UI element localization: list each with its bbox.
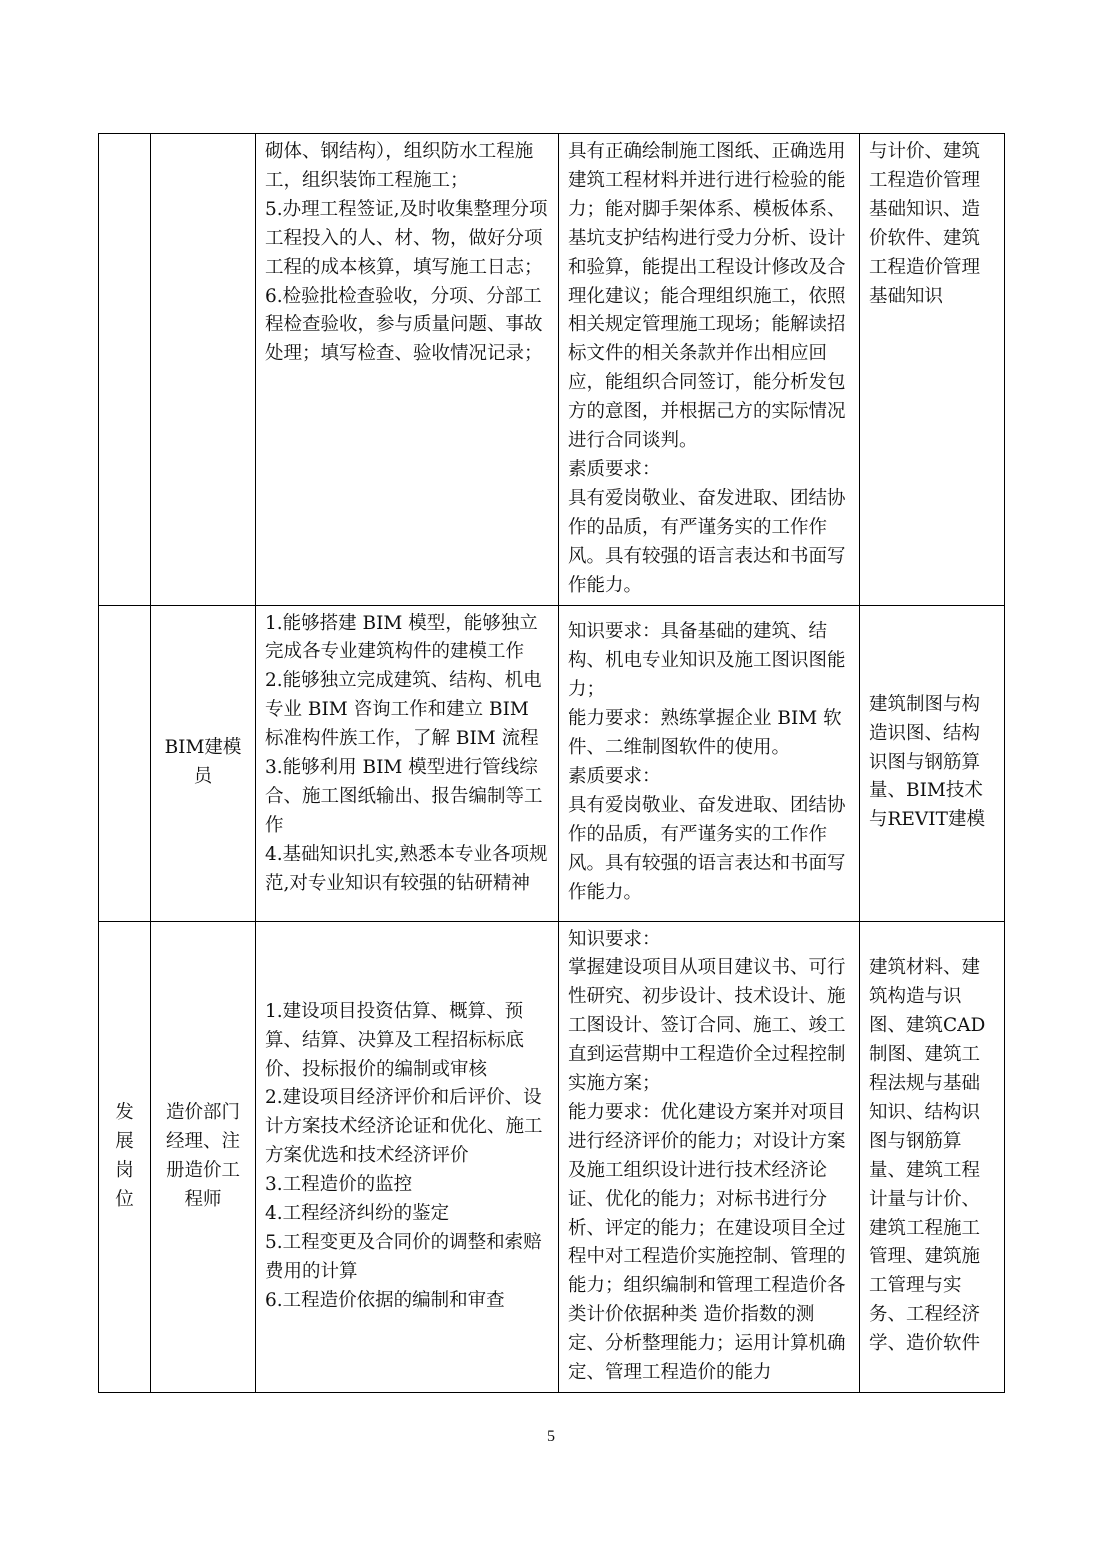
duty-item: 4.基础知识扎实,熟悉本专业各项规范,对专业知识有较强的钻研精神 <box>265 843 548 894</box>
requirement-item: 能力要求：熟练掌握企业 BIM 软件、二维制图软件的使用。 <box>568 708 842 759</box>
category-cell <box>99 921 151 1393</box>
requirements-cell <box>559 921 860 1393</box>
duties-cell <box>256 134 559 606</box>
courses-cell <box>860 134 1005 606</box>
courses-cell <box>860 605 1005 921</box>
job-requirements-table <box>98 133 1005 1393</box>
position-title: BIM建模员 <box>164 737 242 787</box>
table-row <box>99 605 1005 921</box>
table-row <box>99 134 1005 606</box>
duty-item: 3.工程造价的监控 <box>265 1174 413 1196</box>
position-cell <box>151 921 256 1393</box>
courses-text: 建筑制图与构造识图、结构识图与钢筋算量、BIM技术与REVIT建模 <box>869 693 985 831</box>
position-title: 造价部门经理、注册造价工程师 <box>165 1101 240 1210</box>
requirement-item: 素质要求： <box>568 458 661 480</box>
duty-item: 2.能够独立完成建筑、结构、机电专业 BIM 咨询工作和建立 BIM 标准构件族工作，了解 BIM 流程 <box>265 670 542 750</box>
duty-item: 4.工程经济纠纷的鉴定 <box>265 1203 450 1225</box>
requirements-cell <box>559 134 860 606</box>
courses-text: 建筑材料、建筑构造与识图、建筑CAD制图、建筑工程法规与基础知识、结构识图与钢筋算量、建筑工程计量与计价、建筑工程施工管理、建筑施工管理与实务、工程经济学、造价软件 <box>869 957 986 1355</box>
requirements-cell <box>559 605 860 921</box>
requirement-item: 能力要求：优化建设方案并对项目进行经济评价的能力；对设计方案及施工组织设计进行技术经济论证、优化的能力；对标书进行分析、评定的能力；在建设项目全过程中对工程造价实施控制、管理的能力；组织编制和管理工程造价各类计价依据种类 造价指数的测定、分析整理能力；运用计算机确定、管理工程造价的能力 <box>568 1101 846 1384</box>
requirement-item: 具有爱岗敬业、奋发进取、团结协作的品质，有严谨务实的工作作风。具有较强的语言表达和书面写作能力。 <box>568 794 846 903</box>
duty-item: 1.建设项目投资估算、概算、预算、结算、决算及工程招标标底价、投标报价的编制或审核 <box>265 1000 525 1080</box>
duty-item: 6.工程造价依据的编制和审查 <box>265 1289 505 1311</box>
requirement-item: 具有正确绘制施工图纸、正确选用建筑工程材料并进行进行检验的能力；能对脚手架体系、模板体系、基坑支护结构进行受力分析、设计和验算，能提出工程设计修改及合理化建议；能合理组织施工，依照相关规定管理施工现场；能解读招标文件的相关条款并作出相应回应，能组织合同签订，能分析发包方的意图，并根据己方的实际情况进行合同谈判。 <box>568 141 846 452</box>
courses-text: 与计价、建筑工程造价管理基础知识、造价软件、建筑工程造价管理基础知识 <box>869 141 981 307</box>
duty-item: 1.能够搭建 BIM 模型，能够独立完成各专业建筑构件的建模工作 <box>265 612 538 663</box>
requirement-item: 素质要求： <box>568 766 661 787</box>
requirement-item: 知识要求： <box>568 928 661 950</box>
requirement-item: 具有爱岗敬业、奋发进取、团结协作的品质，有严谨务实的工作作风。具有较强的语言表达和书面写作能力。 <box>568 487 846 596</box>
duty-item: 5.工程变更及合同价的调整和索赔费用的计算 <box>265 1232 542 1282</box>
duty-item: 砌体、钢结构），组织防水工程施工，组织装饰工程施工； <box>265 141 534 191</box>
requirement-item: 知识要求：具备基础的建筑、结构、机电专业知识及施工图识图能力； <box>568 621 846 701</box>
courses-cell <box>860 921 1005 1393</box>
page-number: 5 <box>547 1428 555 1445</box>
category-title: 发展岗位 <box>115 1101 134 1210</box>
duty-item: 3.能够利用 BIM 模型进行管线综合、施工图纸输出、报告编制等工作 <box>265 757 543 836</box>
position-cell <box>151 605 256 921</box>
category-cell <box>99 134 151 606</box>
table-row <box>99 921 1005 1393</box>
duties-cell <box>256 921 559 1393</box>
duty-item: 5.办理工程签证,及时收集整理分项工程投入的人、材、物，做好分项工程的成本核算，填写施工日志； <box>265 198 548 278</box>
category-cell <box>99 605 151 921</box>
duty-item: 2.建设项目经济评价和后评价、设计方案技术经济论证和优化、施工方案优选和技术经济评价 <box>265 1087 543 1167</box>
position-cell <box>151 134 256 606</box>
duties-cell <box>256 605 559 921</box>
requirement-item: 掌握建设项目从项目建议书、可行性研究、初步设计、技术设计、施工图设计、签订合同、施工、竣工直到运营期中工程造价全过程控制实施方案； <box>568 957 846 1095</box>
duty-item: 6.检验批检查验收，分项、分部工程检查验收，参与质量问题、事故处理；填写检查、验收情况记录； <box>265 285 543 365</box>
